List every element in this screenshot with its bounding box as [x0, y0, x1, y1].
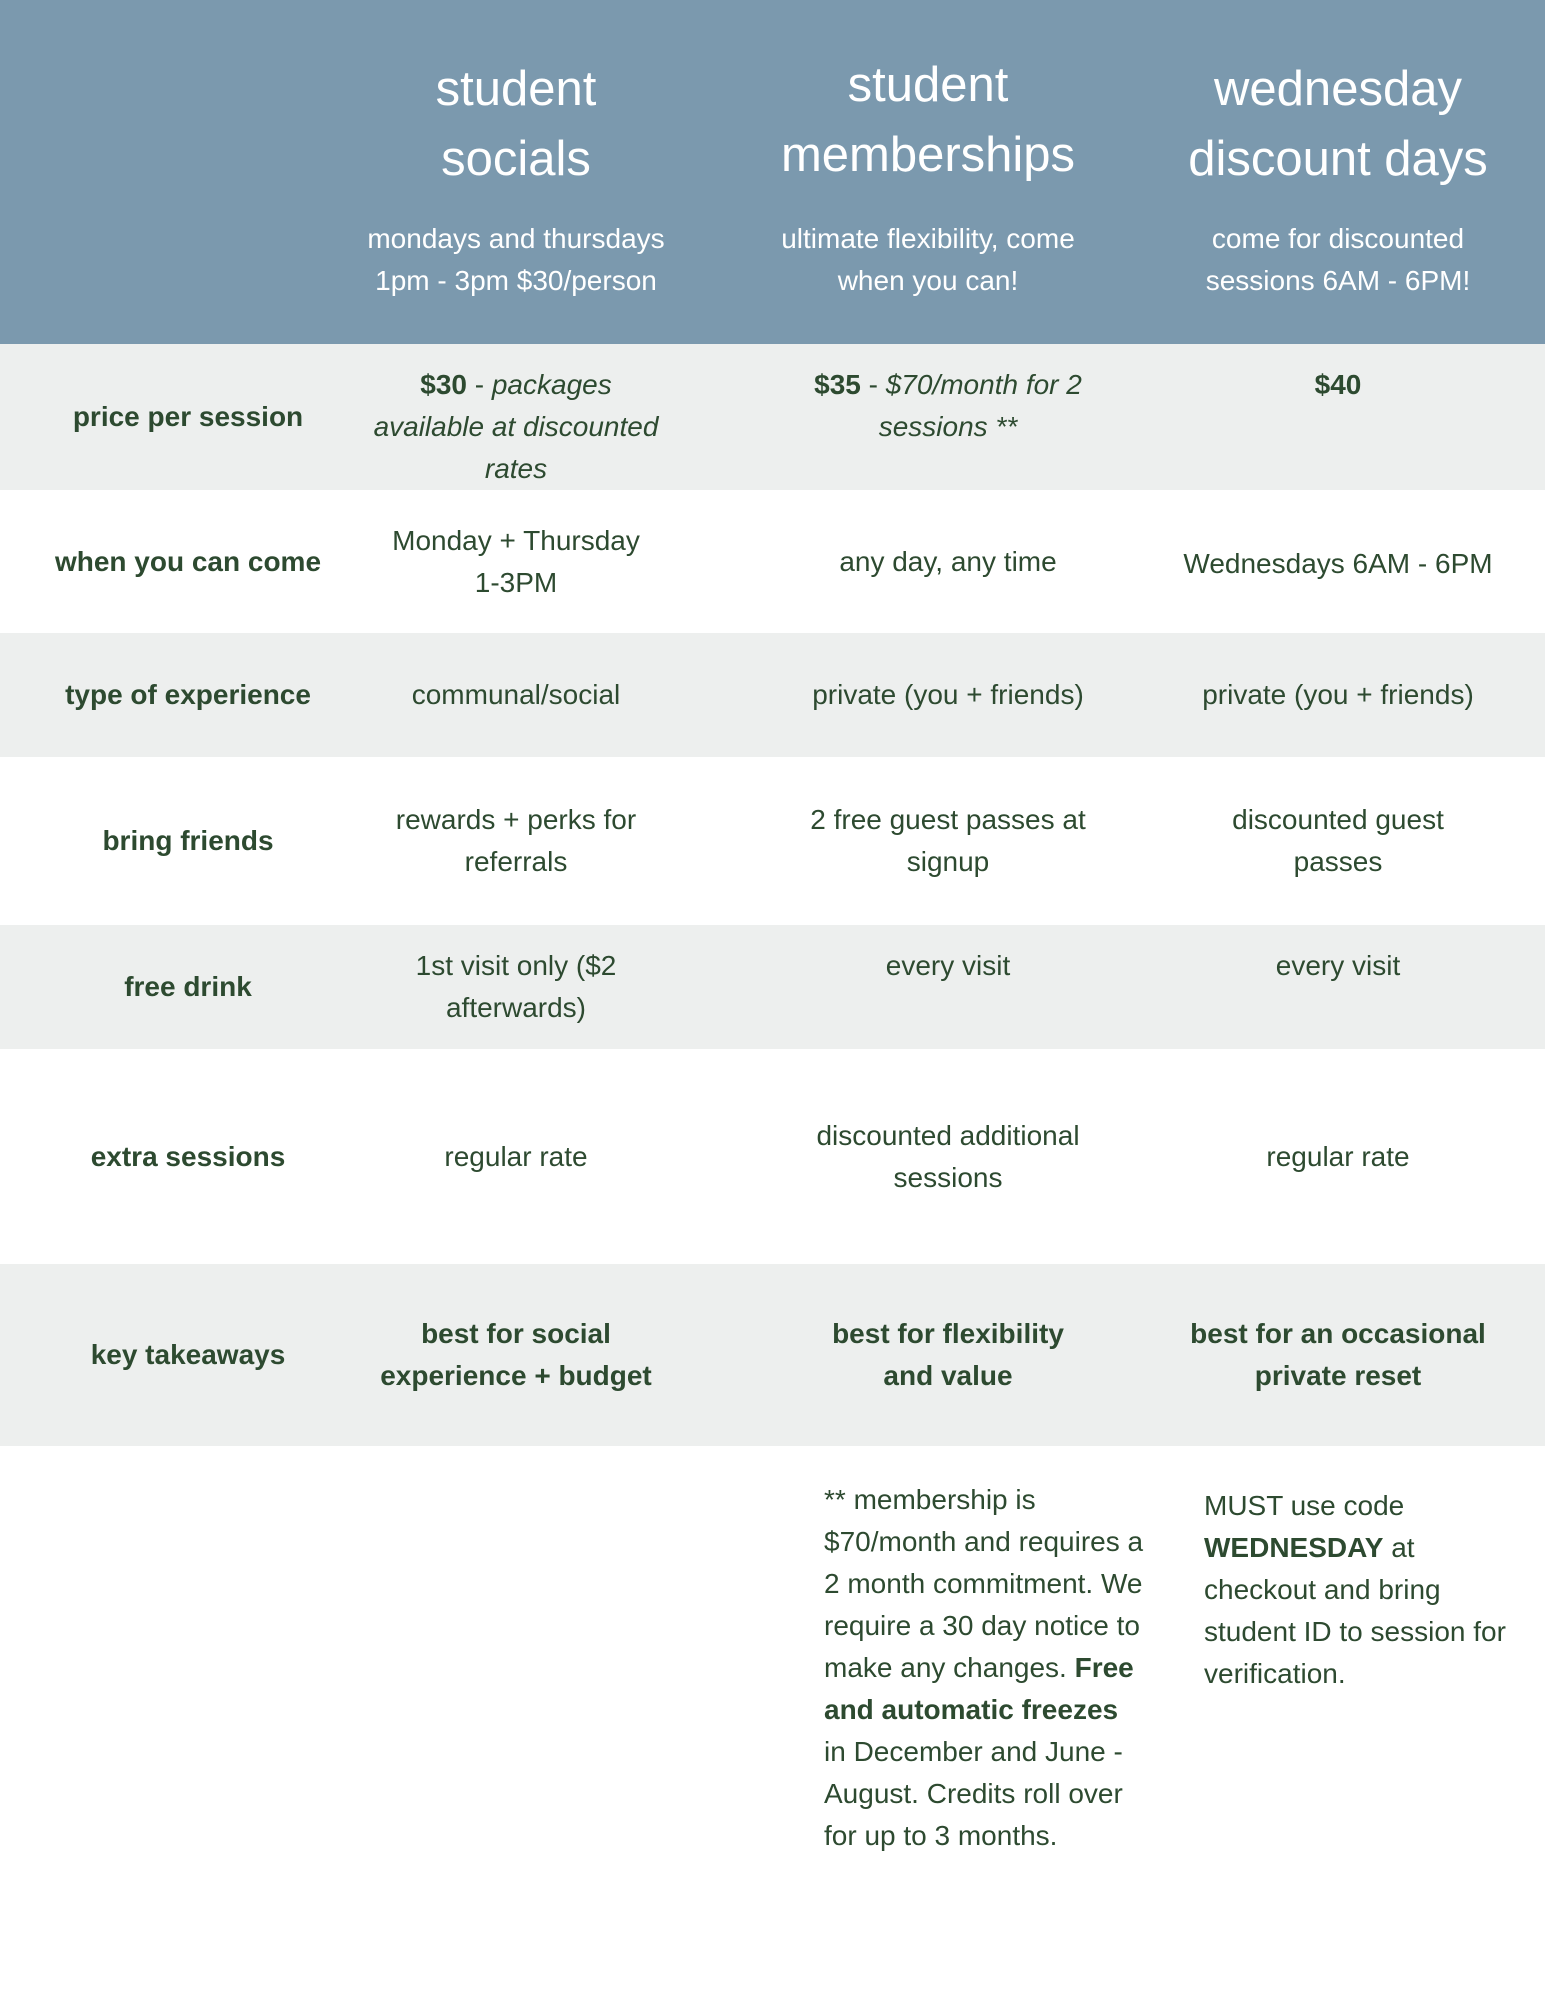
plan-wednesday-discount: [1138, 54, 1538, 302]
row-label: key takeaways: [90, 1339, 286, 1370]
price-note: packages available at discounted rates: [373, 369, 659, 484]
note-emphasis: WEDNESDAY: [1204, 1532, 1384, 1563]
row-bring-friends: [0, 757, 1545, 925]
cell-socials: 1st visit only ($2 afterwards): [415, 950, 617, 1023]
cell-memberships: best for flexibility and value: [832, 1318, 1064, 1391]
membership-footnote: [824, 1479, 1144, 1857]
row-label: type of experience: [65, 679, 311, 710]
price-socials: [316, 344, 716, 490]
note-text: in December and June - August. Credits roll over for up to 3 months.: [824, 1736, 1123, 1851]
cell-memberships: any day, any time: [839, 545, 1057, 577]
cell-socials: rewards + perks for referrals: [395, 804, 637, 877]
plan-title: wednesday discount days: [1188, 62, 1488, 186]
cell-wednesday: discounted guest passes: [1232, 804, 1444, 877]
row-type-of-experience: [0, 633, 1545, 757]
row-label: when you can come: [54, 545, 322, 577]
note-emphasis: Free and automatic freezes: [824, 1652, 1134, 1725]
price-value: $35: [814, 369, 861, 400]
plan-title: student socials: [435, 62, 597, 186]
row-label: free drink: [124, 971, 252, 1002]
cell-wednesday: Wednesdays 6AM - 6PM: [1183, 547, 1493, 579]
plan-description: come for discounted sessions 6AM - 6PM!: [1205, 223, 1471, 296]
cell-wednesday: best for an occasional private reset: [1190, 1318, 1486, 1391]
price-separator: -: [466, 369, 492, 400]
cell-memberships: 2 free guest passes at signup: [810, 804, 1086, 877]
plan-student-socials: [316, 54, 716, 302]
wednesday-footnote: [1204, 1485, 1526, 1695]
note-text: ** membership is $70/month and requires a 2 month commitment. We require a 30 day notice to make any changes.: [824, 1484, 1144, 1683]
price-wednesday: $40: [1314, 369, 1362, 400]
row-label: bring friends: [102, 825, 274, 856]
cell-memberships: discounted additional sessions: [816, 1119, 1080, 1193]
row-label: extra sessions: [90, 1140, 286, 1172]
row-price-per-session: [0, 344, 1545, 490]
cell-wednesday: private (you + friends): [1202, 679, 1474, 710]
cell-socials: best for social experience + budget: [380, 1318, 652, 1391]
cell-socials: Monday + Thursday 1-3PM: [392, 524, 640, 598]
plan-description: mondays and thursdays 1pm - 3pm $30/person: [367, 223, 665, 296]
cell-socials: communal/social: [411, 679, 621, 710]
price-memberships: [748, 344, 1148, 490]
row-free-drink: [0, 925, 1545, 1049]
row-label: price per session: [72, 401, 304, 432]
cell-wednesday: every visit: [1275, 950, 1401, 981]
cell-memberships: every visit: [885, 950, 1011, 981]
cell-wednesday: regular rate: [1266, 1140, 1410, 1172]
row-extra-sessions: [0, 1049, 1545, 1264]
cell-memberships: private (you + friends): [812, 679, 1084, 710]
note-text: at checkout and bring student ID to session for verification.: [1204, 1532, 1506, 1689]
plan-student-memberships: [728, 50, 1128, 302]
price-value: $30: [420, 369, 467, 400]
plan-description: ultimate flexibility, come when you can!: [781, 223, 1075, 296]
price-note: $70/month for 2 sessions **: [878, 369, 1082, 442]
row-when-you-can-come: [0, 490, 1545, 633]
price-separator: -: [860, 369, 886, 400]
cell-socials: regular rate: [444, 1140, 588, 1172]
plans-header: [0, 0, 1545, 344]
plan-title: student memberships: [780, 58, 1076, 182]
row-key-takeaways: [0, 1264, 1545, 1446]
note-text: MUST use code: [1204, 1490, 1405, 1521]
